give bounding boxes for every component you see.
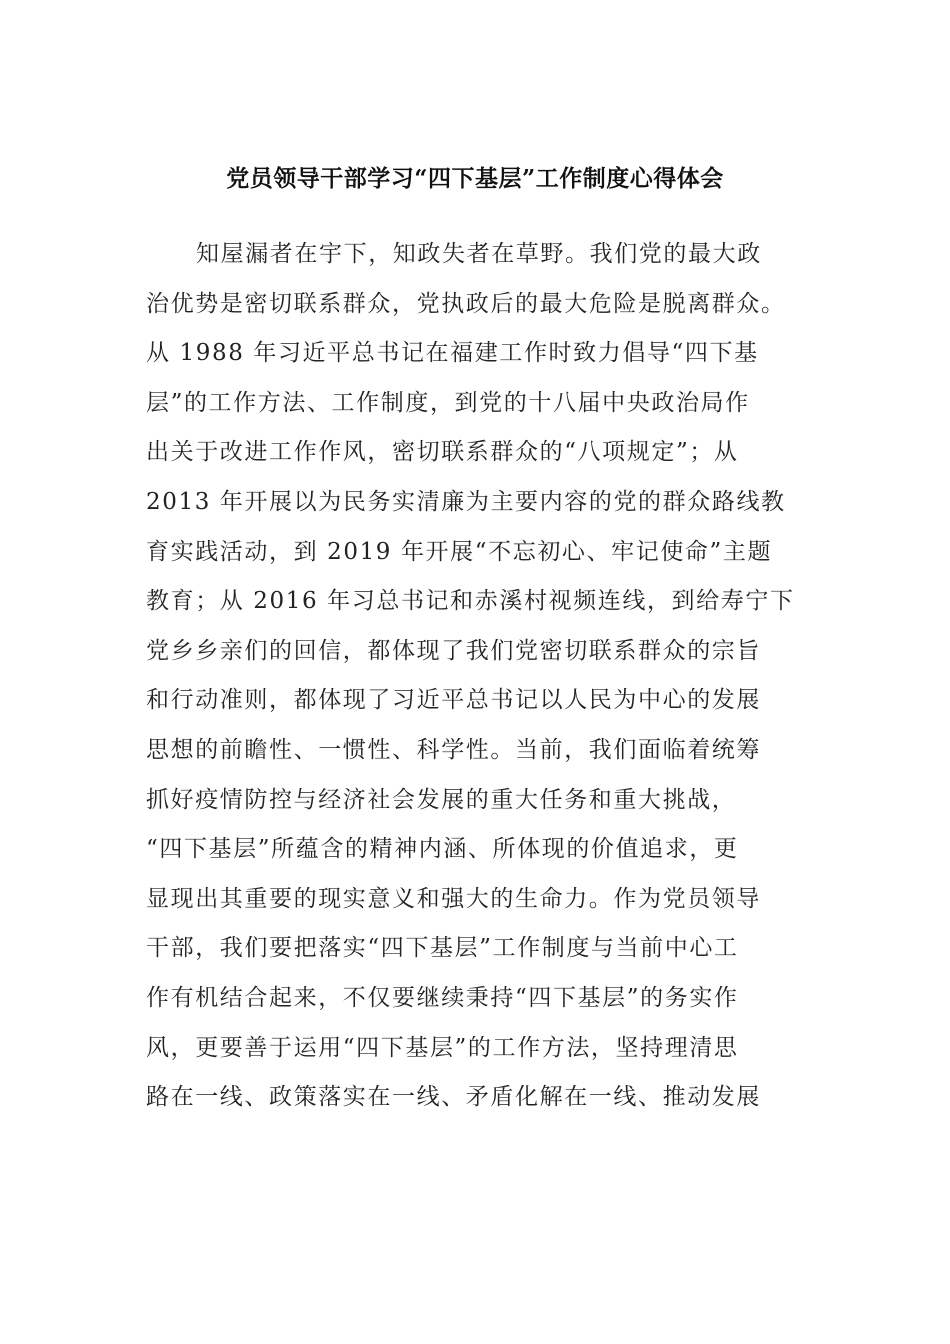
paragraph-line: 知屋漏者在宇下，知政失者在草野。我们党的最大政 bbox=[196, 241, 762, 267]
paragraph-line: 显现出其重要的现实意义和强大的生命力。作为党员领导 bbox=[146, 885, 761, 912]
paragraph-line: 层”的工作方法、工作制度，到党的十八届中央政治局作 bbox=[146, 389, 750, 416]
paragraph-line: 抓好疫情防控与经济社会发展的重大任务和重大挑战， bbox=[146, 786, 737, 813]
paragraph-line: 干部，我们要把落实“四下基层”工作制度与当前中心工 bbox=[146, 935, 739, 962]
paragraph-line: 从 1988 年习近平总书记在福建工作时致力倡导“四下基 bbox=[146, 340, 759, 367]
paragraph-line: 和行动准则，都体现了习近平总书记以人民为中心的发展 bbox=[146, 687, 761, 714]
paragraph-line: 党乡乡亲们的回信，都体现了我们党密切联系群众的宗旨 bbox=[146, 637, 761, 664]
paragraph-line: 教育；从 2016 年习总书记和赤溪村视频连线，到给寿宁下 bbox=[146, 588, 795, 615]
paragraph-line: “四下基层”所蕴含的精神内涵、所体现的价值追求，更 bbox=[146, 836, 739, 863]
paragraph-line: 路在一线、政策落实在一线、矛盾化解在一线、推动发展 bbox=[146, 1084, 761, 1111]
document-body bbox=[146, 230, 796, 1123]
document-title: 党员领导干部学习“四下基层”工作制度心得体会 bbox=[226, 165, 724, 192]
paragraph-line: 育实践活动，到 2019 年开展“不忘初心、牢记使命”主题 bbox=[146, 538, 773, 565]
paragraph-line: 作有机结合起来，不仅要继续秉持“四下基层”的务实作 bbox=[146, 984, 739, 1011]
paragraph-line: 思想的前瞻性、一惯性、科学性。当前，我们面临着统筹 bbox=[146, 736, 761, 763]
paragraph-line: 2013 年开展以为民务实清廉为主要内容的党的群众路线教 bbox=[146, 488, 786, 515]
paragraph-line: 治优势是密切联系群众，党执政后的最大危险是脱离群众。 bbox=[146, 290, 786, 317]
paragraph-line: 风，更要善于运用“四下基层”的工作方法，坚持理清思 bbox=[146, 1034, 739, 1061]
paragraph-line: 出关于改进工作作风，密切联系群众的“八项规定”；从 bbox=[146, 439, 739, 466]
